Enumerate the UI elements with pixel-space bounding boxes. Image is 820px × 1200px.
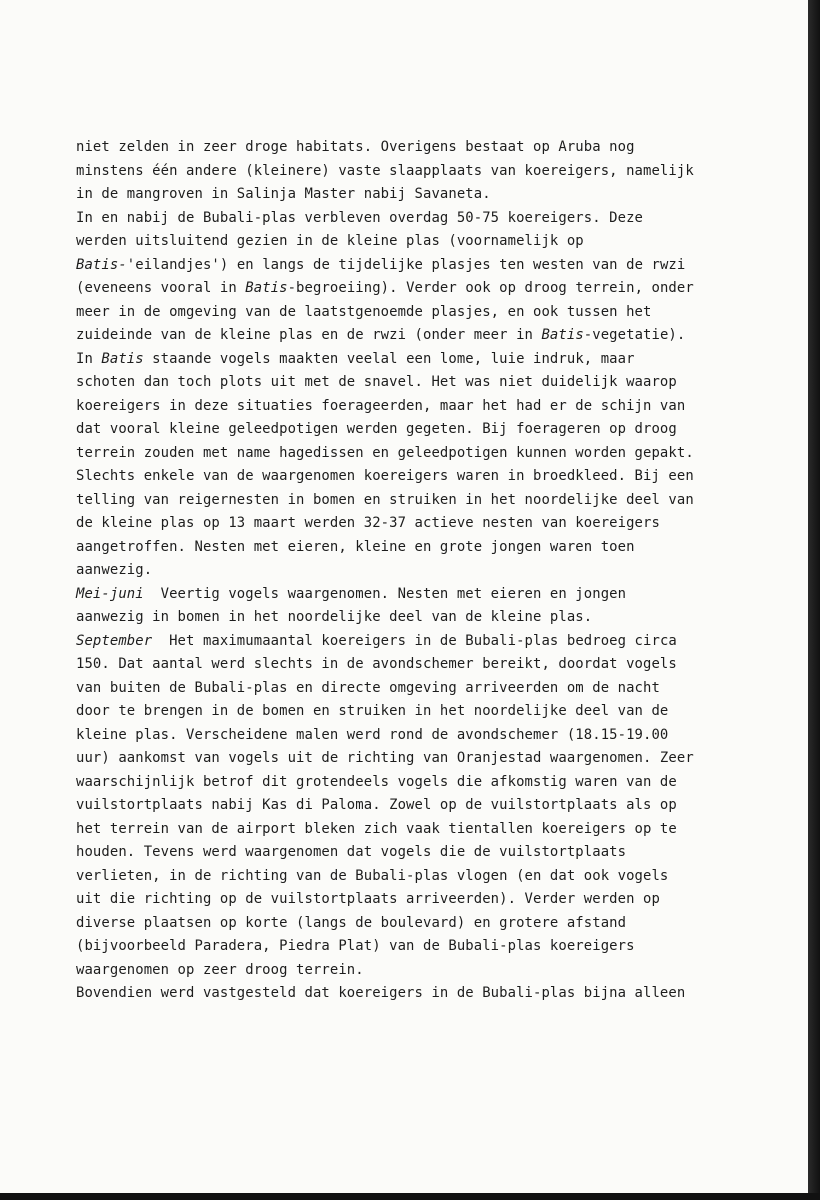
text-line — [76, 818, 776, 842]
text-segment: vuilstortplaats nabij Kas di Paloma. Zowel op de vuilstortplaats als op — [76, 797, 677, 813]
text-segment: -begroeiing). Verder ook op droog terrein, onder — [287, 280, 694, 296]
scan-edge-right — [808, 0, 820, 1200]
text-segment: zuideinde van de kleine plas en de rwzi (onder meer in — [76, 327, 542, 343]
text-line — [76, 301, 776, 325]
text-segment: Veertig vogels waargenomen. Nesten met eieren en jongen — [143, 585, 627, 602]
italic-text: Mei-juni — [76, 585, 144, 602]
text-segment: de kleine plas op 13 maart werden 32-37 actieve nesten van koereigers — [76, 515, 660, 531]
text-line — [76, 700, 776, 724]
text-line — [76, 583, 776, 607]
text-line — [76, 771, 776, 795]
text-segment: -vegetatie). — [583, 327, 686, 343]
text-line — [76, 207, 776, 231]
italic-text: Batis- — [76, 256, 127, 273]
text-segment: aanwezig in bomen in het noordelijke deel van de kleine plas. — [76, 609, 593, 625]
text-line — [76, 230, 776, 254]
text-line — [76, 959, 776, 983]
text-line — [76, 888, 776, 912]
text-line — [76, 277, 776, 301]
text-line — [76, 677, 776, 701]
text-line — [76, 160, 776, 184]
text-line — [76, 982, 776, 1006]
text-segment: verlieten, in de richting van de Bubali-plas vlogen (en dat ook vogels — [76, 867, 669, 884]
italic-text: Batis — [245, 280, 288, 296]
text-line — [76, 912, 776, 936]
text-segment: aangetroffen. Nesten met eieren, kleine en grote jongen waren toen — [76, 538, 635, 555]
text-segment: Slechts enkele van de waargenomen koereigers waren in broedkleed. Bij een — [76, 468, 694, 484]
scan-edge-bottom — [0, 1193, 820, 1200]
text-line — [76, 606, 776, 630]
text-segment: uit die richting op de vuilstortplaats arriveerden). Verder werden op — [76, 891, 660, 907]
text-segment: terrein zouden met name hagedissen en geleedpotigen kunnen worden gepakt. — [76, 444, 694, 461]
text-segment: waargenomen op zeer droog terrein. — [76, 961, 364, 978]
text-line — [76, 559, 776, 583]
body-text — [76, 136, 776, 1006]
text-line — [76, 794, 776, 818]
text-line — [76, 371, 776, 395]
text-segment: schoten dan toch plots uit met de snavel. Het was niet duidelijk waarop — [76, 374, 677, 390]
text-segment: het terrein van de airport bleken zich vaak tientallen koereigers op te — [76, 820, 677, 837]
text-line — [76, 630, 776, 654]
text-segment: uur) aankomst van vogels uit de richting van Oranjestad waargenomen. Zeer — [76, 750, 694, 766]
text-segment: door te brengen in de bomen en struiken in het noordelijke deel van de — [76, 703, 669, 719]
italic-text: Batis — [101, 350, 144, 367]
text-line — [76, 465, 776, 489]
text-segment: Bovendien werd vastgesteld dat koereigers in de Bubali-plas bijna alleen — [76, 985, 686, 1001]
text-line — [76, 536, 776, 560]
text-line — [76, 841, 776, 865]
text-segment: diverse plaatsen op korte (langs de boulevard) en grotere afstand — [76, 914, 627, 931]
text-line — [76, 489, 776, 513]
text-line — [76, 442, 776, 466]
text-segment: kleine plas. Verscheidene malen werd rond de avondschemer (18.15-19.00 — [76, 726, 669, 743]
text-segment: aanwezig. — [76, 562, 153, 578]
text-segment: (eveneens vooral in — [76, 280, 246, 296]
text-line — [76, 254, 776, 278]
italic-text: Batis — [541, 327, 584, 343]
text-segment: houden. Tevens werd waargenomen dat vogels die de vuilstortplaats — [76, 844, 627, 860]
text-line — [76, 348, 776, 372]
text-segment: niet zelden in zeer droge habitats. Overigens bestaat op Aruba nog — [76, 139, 635, 155]
text-segment: werden uitsluitend gezien in de kleine plas (voornamelijk op — [76, 233, 584, 249]
text-line — [76, 747, 776, 771]
text-line — [76, 395, 776, 419]
text-line — [76, 724, 776, 748]
text-line — [76, 935, 776, 959]
text-line — [76, 324, 776, 348]
text-segment: In en nabij de Bubali-plas verbleven overdag 50-75 koereigers. Deze — [76, 209, 644, 226]
text-segment: dat vooral kleine geleedpotigen werden gegeten. Bij foerageren op droog — [76, 421, 677, 437]
text-segment: telling van reigernesten in bomen en struiken in het noordelijke deel van — [76, 491, 694, 508]
text-segment: van buiten de Bubali-plas en directe omgeving arriveerden om de nacht — [76, 679, 660, 696]
text-segment: ) en langs de tijdelijke plasjes ten westen van de rwzi — [219, 256, 686, 273]
text-segment: koereigers in deze situaties foerageerden, maar het had er de schijn van — [76, 397, 686, 414]
italic-text: ' — [211, 256, 220, 273]
text-line — [76, 653, 776, 677]
text-segment: 'eilandjes — [126, 256, 212, 273]
text-segment: minstens één andere (kleinere) vaste slaapplaats van koereigers, namelijk — [76, 162, 694, 179]
text-segment: (bijvoorbeeld Paradera, Piedra Plat) van de Bubali-plas koereigers — [76, 938, 635, 954]
text-line — [76, 183, 776, 207]
text-segment: 150. Dat aantal werd slechts in de avondschemer bereikt, doordat vogels — [76, 656, 677, 672]
text-segment: meer in de omgeving van de laatstgenoemde plasjes, en ook tussen het — [76, 303, 652, 320]
text-segment: Het maximumaantal koereigers in de Bubali-plas bedroeg circa — [152, 632, 677, 649]
text-line — [76, 865, 776, 889]
text-segment: In — [76, 350, 102, 367]
text-line — [76, 512, 776, 536]
text-segment: waarschijnlijk betrof dit grotendeels vogels die afkomstig waren van de — [76, 773, 677, 790]
text-segment: staande vogels maakten veelal een lome, luie indruk, maar — [143, 350, 635, 367]
text-segment: in de mangroven in Salinja Master nabij Savaneta. — [76, 186, 491, 202]
text-line — [76, 136, 776, 160]
text-line — [76, 418, 776, 442]
italic-text: September — [76, 632, 153, 649]
